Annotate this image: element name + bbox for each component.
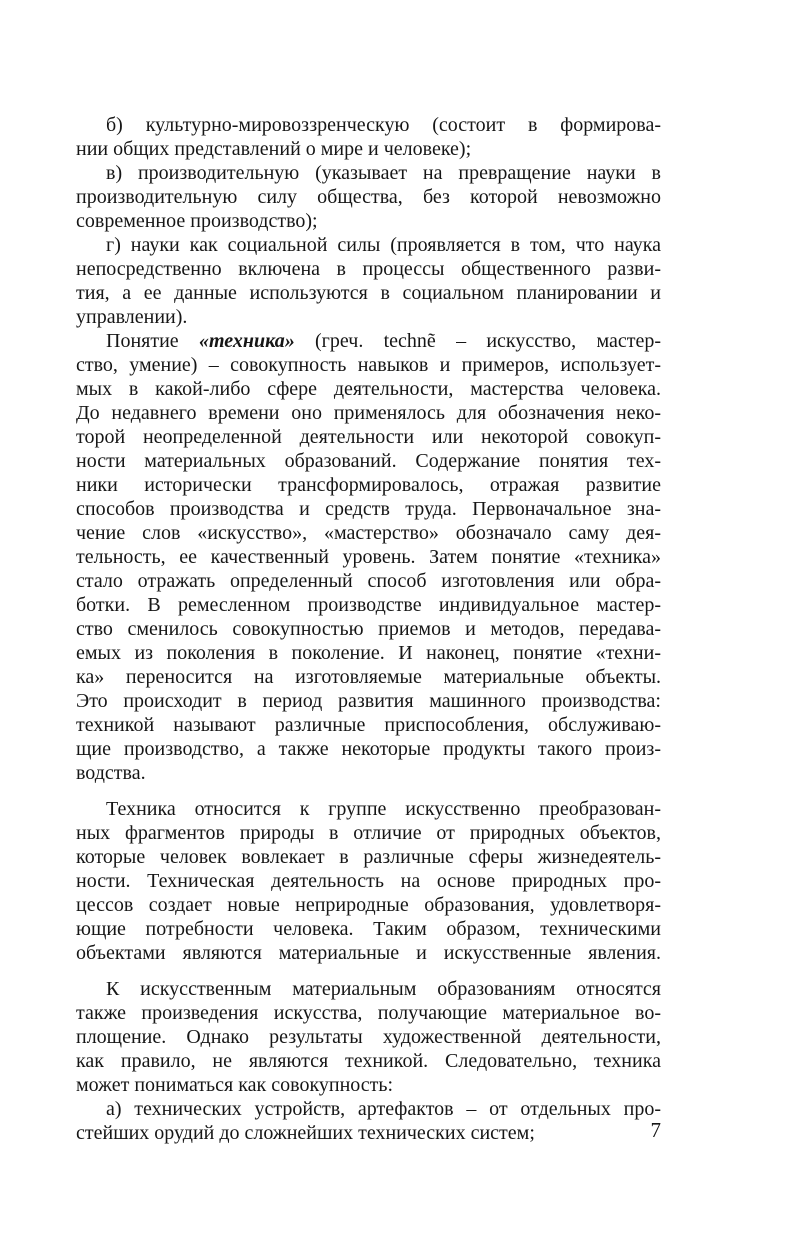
page-number: 7 <box>650 1118 661 1142</box>
text-line: тия, а ее данные используются в социальном планировании и <box>76 282 661 304</box>
text-line: щие производство, а также некоторые продукты такого произ- <box>76 738 661 760</box>
text-fragment: Понятие <box>106 330 199 352</box>
text-line: ных фрагментов природы в отличие от природных объектов, <box>76 822 661 844</box>
text-line: а) технических устройств, артефактов – от отдельных про- <box>106 1098 661 1120</box>
text-line: ка» переносится на изготовляемые материальные объекты. <box>76 666 661 688</box>
text-line: ство, умение) – совокупность навыков и примеров, использует- <box>76 354 661 376</box>
text-line-with-term <box>106 329 661 353</box>
text-line: До недавнего времени оно применялось для обозначения неко- <box>76 402 661 424</box>
text-line: может пониматься как совокупность: <box>76 1074 394 1096</box>
text-line: непосредственно включена в процессы общественного разви- <box>76 258 661 280</box>
text-line: стейших орудий до сложнейших технических систем; <box>76 1122 535 1144</box>
text-line: ботки. В ремесленном производстве индивидуальное мастер- <box>76 594 661 616</box>
text-line: мых в какой-либо сфере деятельности, мастерства человека. <box>76 378 661 400</box>
text-line: чение слов «искусство», «мастерство» обозначало саму дея- <box>76 522 661 544</box>
text-line: объектами являются материальные и искусственные явления. <box>76 942 661 964</box>
text-line: б) культурно-мировоззренческую (состоит в формирова- <box>106 114 661 136</box>
text-line: водства. <box>76 762 146 784</box>
text-line: емых из поколения в поколение. И наконец, понятие «техни- <box>76 642 661 664</box>
text-line: которые человек вовлекает в различные сферы жизнедеятель- <box>76 846 661 868</box>
text-line: как правило, не являются техникой. Следовательно, техника <box>76 1050 661 1072</box>
text-line: современное производство); <box>76 210 318 232</box>
text-line: техникой называют различные приспособления, обслуживаю- <box>76 714 661 736</box>
text-line: ники исторически трансформировалось, отражая развитие <box>76 474 661 496</box>
text-line: ности материальных образований. Содержание понятия тех- <box>76 450 661 472</box>
text-line: производительную силу общества, без которой невозможно <box>76 186 661 208</box>
text-line: ющие потребности человека. Таким образом, техническими <box>76 918 661 940</box>
text-line: способов производства и средств труда. Первоначальное зна- <box>76 498 661 520</box>
text-line: тельность, ее качественный уровень. Затем понятие «техника» <box>76 546 661 568</box>
text-line: цессов создает новые неприродные образования, удовлетворя- <box>76 894 661 916</box>
text-line: ство сменилось совокупностью приемов и методов, передава- <box>76 618 661 640</box>
text-line: К искусственным материальным образованиям относятся <box>106 978 661 1000</box>
text-line: Это происходит в период развития машинного производства: <box>76 690 661 712</box>
text-line: в) производительную (указывает на превращение науки в <box>106 162 661 184</box>
text-line: стало отражать определенный способ изготовления или обра- <box>76 570 661 592</box>
term-technika: «техника» <box>198 330 295 352</box>
text-line: управлении). <box>76 306 188 328</box>
text-line: Техника относится к группе искусственно преобразован- <box>106 798 661 820</box>
text-fragment: (греч. technẽ – искусство, мастер- <box>294 330 661 352</box>
text-line: г) науки как социальной силы (проявляется в том, что наука <box>106 234 661 256</box>
text-line: площение. Однако результаты художественной деятельности, <box>76 1026 661 1048</box>
text-line: ности. Техническая деятельность на основе природных про- <box>76 870 661 892</box>
text-line: нии общих представлений о мире и человеке); <box>76 138 472 160</box>
text-line: торой неопределенной деятельности или некоторой совокуп- <box>76 426 661 448</box>
text-line: также произведения искусства, получающие материальное во- <box>76 1002 661 1024</box>
